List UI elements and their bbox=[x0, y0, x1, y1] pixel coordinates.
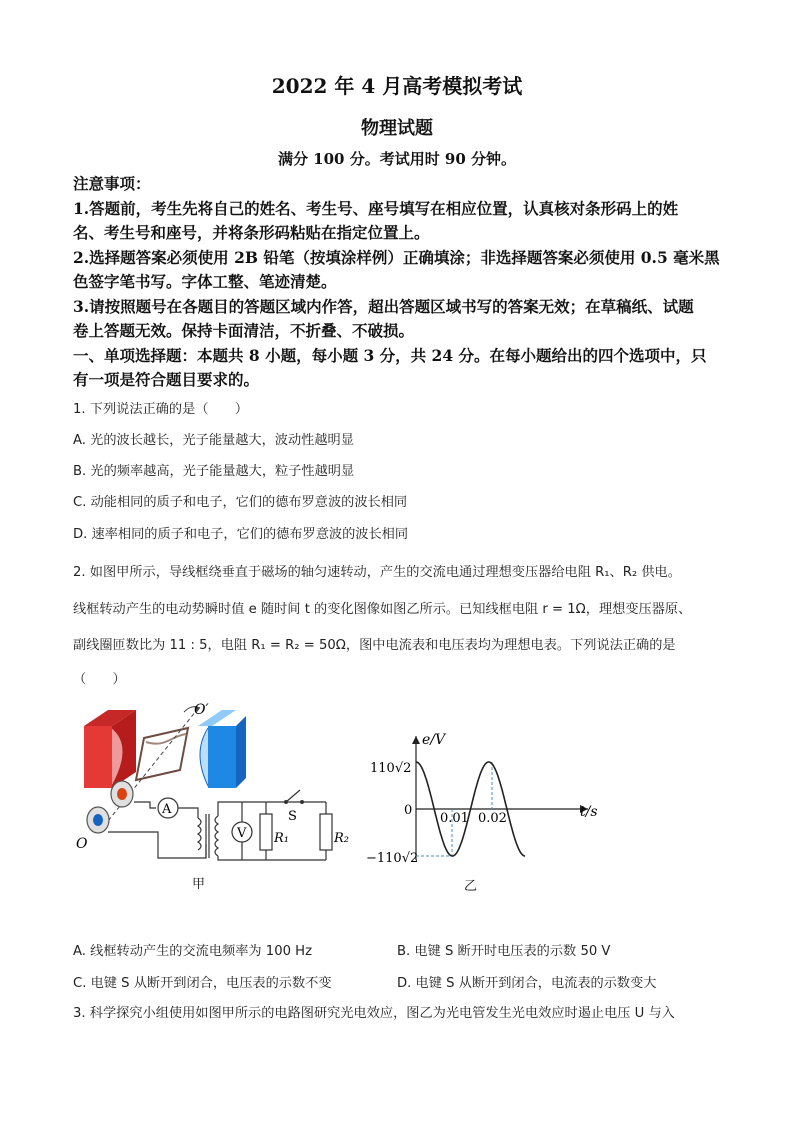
r1-label: R₁ bbox=[274, 831, 289, 846]
exam-meta: 满分 100 分。考试用时 90 分钟。 bbox=[277, 150, 517, 168]
y-tick-max: 110√2 bbox=[370, 761, 412, 776]
q2-option-b: B. 电键 S 断开时电压表的示数 50 V bbox=[397, 944, 611, 959]
x-tick-0.01: 0.01 bbox=[440, 811, 469, 826]
q1-option-a: A. 光的波长越长，光子能量越大，波动性越明显 bbox=[73, 433, 354, 448]
y-tick-zero: 0 bbox=[404, 803, 413, 818]
switch-label: S bbox=[288, 809, 297, 824]
figure-left-caption: 甲 bbox=[192, 877, 206, 892]
section-heading: 一、单项选择题：本题共 8 小题，每小题 3 分，共 24 分。在每小题给出的四个选项中，只 bbox=[73, 345, 707, 365]
magnet-right bbox=[208, 726, 236, 788]
q2-option-a: A. 线框转动产生的交流电频率为 100 Hz bbox=[73, 944, 313, 959]
notice-line: 色签字笔书写。字体工整、笔迹清楚。 bbox=[73, 272, 337, 291]
transformer-primary bbox=[198, 818, 201, 850]
figure-generator-circuit bbox=[76, 698, 356, 894]
transformer-secondary bbox=[215, 816, 218, 856]
y-axis-arrow bbox=[412, 736, 420, 744]
exam-title: 2022 年 4 月高考模拟考试 bbox=[271, 74, 523, 98]
figure-emf-chart bbox=[366, 722, 606, 870]
subject-title: 物理试题 bbox=[361, 118, 433, 139]
q2-stem-line: （ ） bbox=[73, 672, 126, 687]
x-axis-label: t/s bbox=[580, 804, 598, 820]
q2-stem-line: 副线圈匝数比为 11 : 5，电阻 R₁ = R₂ = 50Ω，图中电流表和电压表均为理想电表。下列说法正确的是 bbox=[73, 638, 676, 653]
section-heading: 有一项是符合题目要求的。 bbox=[73, 370, 260, 389]
ammeter-label: A bbox=[162, 802, 172, 817]
q2-option-c: C. 电键 S 从断开到闭合，电压表的示数不变 bbox=[73, 976, 332, 991]
voltmeter-label: V bbox=[237, 826, 247, 841]
notice-heading: 注意事项： bbox=[73, 174, 151, 193]
q1-option-d: D. 速率相同的质子和电子，它们的德布罗意波的波长相同 bbox=[73, 527, 409, 542]
notice-line: 名、考生号和座号，并将条形码粘贴在指定位置上。 bbox=[73, 223, 430, 242]
axis-label-bottom: O bbox=[76, 836, 88, 852]
q3-stem-line: 3. 科学探究小组使用如图甲所示的电路图研究光电效应，图乙为光电管发生光电效应时遏止电压 U 与入 bbox=[73, 1006, 675, 1021]
notice-block bbox=[73, 172, 723, 393]
q1-stem: 1. 下列说法正确的是（ ） bbox=[73, 402, 249, 417]
figure-right-caption: 乙 bbox=[464, 879, 478, 894]
resistor-r1 bbox=[260, 814, 272, 850]
notice-line: 2.选择题答案必须使用 2B 铅笔（按填涂样例）正确填涂；非选择题答案必须使用 0.5 毫米黑 bbox=[73, 247, 720, 267]
x-tick-0.02: 0.02 bbox=[478, 811, 507, 826]
axis-label-top: O′ bbox=[194, 702, 209, 718]
q1-option-c: C. 动能相同的质子和电子，它们的德布罗意波的波长相同 bbox=[73, 495, 408, 510]
magnet-left bbox=[84, 726, 112, 788]
r2-label: R₂ bbox=[334, 831, 349, 846]
notice-line: 3.请按照题号在各题目的答题区域内作答，超出答题区域书写的答案无效；在草稿纸、试题 bbox=[73, 296, 694, 316]
q2-option-d: D. 电键 S 从断开到闭合，电流表的示数变大 bbox=[397, 976, 657, 991]
resistor-r2 bbox=[320, 814, 332, 850]
switch-s bbox=[286, 790, 300, 802]
q2-stem-line: 2. 如图甲所示，导线框绕垂直于磁场的轴匀速转动，产生的交流电通过理想变压器给电阻 R₁、R₂ 供电。 bbox=[73, 565, 681, 580]
q1-option-b: B. 光的频率越高，光子能量越大，粒子性越明显 bbox=[73, 464, 355, 479]
y-tick-min: −110√2 bbox=[366, 851, 419, 866]
notice-line: 1.答题前，考生先将自己的姓名、考生号、座号填写在相应位置，认真核对条形码上的姓 bbox=[73, 198, 679, 218]
q2-stem-line: 线框转动产生的电动势瞬时值 e 随时间 t 的变化图像如图乙所示。已知线框电阻 r = 1Ω，理想变压器原、 bbox=[73, 602, 692, 617]
y-axis-label: e/V bbox=[422, 732, 446, 748]
notice-line: 卷上答题无效。保持卡面清洁，不折叠、不破损。 bbox=[73, 321, 415, 340]
